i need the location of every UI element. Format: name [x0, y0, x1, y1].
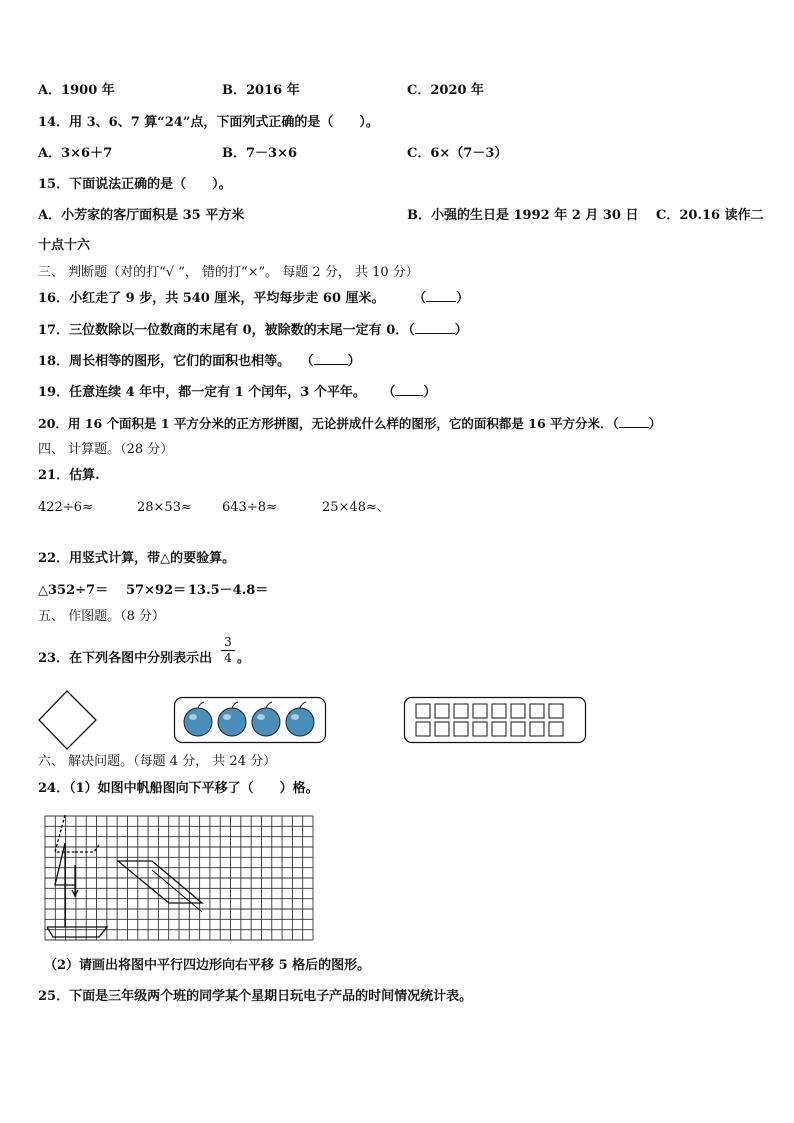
option-c-continued: 十点十六	[38, 238, 91, 253]
apple-icon	[252, 702, 280, 736]
question-14: 14．用 3、6、7 算“24”点，下面列式正确的是（ ）。	[38, 115, 379, 130]
question-16	[38, 291, 469, 307]
estimate-item: 643÷8≈	[222, 500, 277, 515]
paren: （	[612, 416, 619, 431]
calc-item: 57×92＝	[126, 583, 187, 598]
question-19	[38, 385, 436, 401]
answer-blank[interactable]	[314, 364, 348, 365]
question-23	[38, 651, 212, 667]
estimate-item: 422÷6≈	[38, 500, 93, 515]
paren: ）	[454, 323, 468, 338]
answer-blank[interactable]	[415, 333, 455, 334]
question-text: 17．三位数除以一位数商的末尾有 0，被除数的末尾一定有 0．	[38, 323, 409, 338]
question-text: 23．在下列各图中分别表示出	[38, 651, 213, 666]
answer-blank[interactable]	[395, 395, 423, 396]
paren: ）	[456, 291, 470, 306]
paren: ）	[648, 416, 662, 431]
option-a: A．1900 年	[38, 83, 115, 98]
question-20	[38, 416, 661, 432]
question-21: 21．估算.	[38, 468, 100, 483]
section-heading: 三、 判断题（对的打“√ ”， 错的打“×”。 每题 2 分， 共 10 分）	[38, 265, 419, 280]
question-22: 22．用竖式计算，带△的要验算。	[38, 551, 236, 566]
question-24: 24．（1）如图中帆船图向下平移了（ ）格。	[38, 781, 319, 796]
option-a: A．小芳家的客厅面积是 35 平方米	[38, 208, 245, 223]
paren: （	[413, 291, 427, 306]
estimate-item: 25×48≈、	[322, 500, 390, 515]
question-text: 18．周长相等的图形，它们的面积也相等。	[38, 354, 291, 369]
apple-icon	[218, 702, 246, 736]
question-25: 25．下面是三年级两个班的同学某个星期日玩电子产品的时间情况统计表。	[38, 989, 473, 1004]
paren: ）	[347, 354, 361, 369]
option-c: C．20.16 读作二	[656, 208, 764, 223]
paren: （	[408, 323, 415, 338]
question-text: 19．任意连续 4 年中，都一定有 1 个闰年，3 个平年。	[38, 385, 366, 400]
diamond-figure	[38, 690, 98, 750]
paren: （	[300, 354, 314, 369]
fraction-denominator: 4	[224, 651, 232, 665]
apples-figure	[174, 697, 326, 743]
fraction	[221, 636, 235, 665]
answer-blank[interactable]	[619, 427, 649, 428]
estimate-item: 28×53≈	[137, 500, 192, 515]
calc-item: △352÷7＝	[38, 583, 109, 598]
question-text: 20．用 16 个面积是 1 平方分米的正方形拼图，无论拼成什么样的图形，它的面积都是 16 平方分米．	[38, 416, 613, 431]
question-18	[38, 354, 361, 370]
section-heading: 五、 作图题。（8 分）	[38, 609, 166, 624]
paren: ）	[423, 385, 437, 400]
option-b: B．7－3×6	[222, 146, 298, 161]
section-heading: 六、 解决问题。（每题 4 分， 共 24 分）	[38, 754, 277, 769]
apple-icon	[184, 702, 212, 736]
option-c: C．6×（7－3）	[407, 146, 508, 161]
question-text: 16．小红走了 9 步，共 540 厘米，平均每步走 60 厘米。	[38, 291, 385, 306]
apple-icon	[286, 702, 314, 736]
fraction-numerator: 3	[224, 635, 232, 649]
option-b: B．小强的生日是 1992 年 2 月 30 日	[407, 208, 639, 223]
question-end: 。	[237, 651, 251, 666]
squares-figure	[404, 697, 586, 743]
calc-item: 13.5－4.8＝	[188, 583, 269, 598]
option-b: B．2016 年	[222, 83, 300, 98]
option-c: C．2020 年	[407, 83, 485, 98]
question-15: 15．下面说法正确的是（ ）。	[38, 177, 232, 192]
sailboat-grid-figure	[44, 815, 314, 941]
question-24-part2: （2）请画出将图中平行四边形向右平移 5 格后的图形。	[44, 958, 371, 973]
section-heading: 四、 计算题。（28 分）	[38, 442, 174, 457]
option-a: A．3×6＋7	[38, 146, 113, 161]
answer-blank[interactable]	[426, 301, 456, 302]
paren: （	[382, 385, 396, 400]
question-17	[38, 323, 468, 339]
